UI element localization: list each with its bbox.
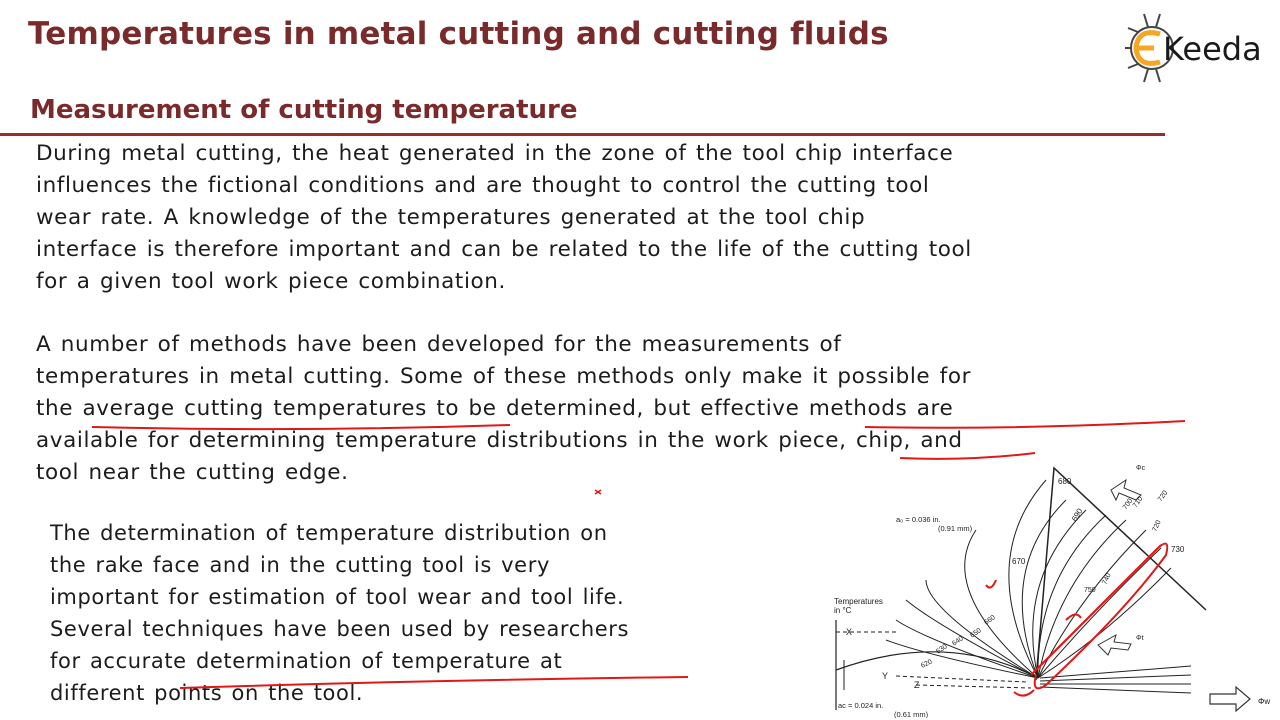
isotherm-label: 640 (951, 635, 965, 648)
axis-title: Temperatures (834, 597, 883, 606)
underline-average-temperatures (92, 425, 510, 429)
isotherm-label: 710 (1131, 495, 1145, 510)
ac-mm-label: (0.61 mm) (894, 710, 929, 718)
isotherm-label: 690 (1069, 506, 1085, 523)
isotherm-label: 750 (1084, 587, 1096, 594)
paragraph-1-line: wear rate. A knowledge of the temperatures generated at the tool chip (36, 205, 866, 230)
paragraph-2-line: available for determining temperature distributions in the work piece, chip, and (36, 428, 963, 453)
logo-wordmark: Keeda (1163, 30, 1262, 68)
tool-heat-arrow-icon (1098, 635, 1131, 655)
underline-effective-methods (865, 421, 1185, 428)
underline-work-piece (900, 453, 1035, 459)
feed-direction-arrow-icon (1208, 684, 1280, 714)
isotherm-label: 670 (1012, 557, 1026, 566)
isotherm-label: 700 (1121, 497, 1135, 512)
paragraph-2-line: temperatures in metal cutting. Some of these methods only make it possible for (36, 364, 972, 389)
ao-mm-label: (0.91 mm) (938, 524, 973, 533)
isotherm-label: 730 (1171, 545, 1185, 554)
paragraph-1-line: for a given tool work piece combination. (36, 269, 506, 294)
isotherm-label: 720 (1156, 489, 1170, 504)
z-dashed-line (916, 685, 1031, 688)
paragraph-3-line: the rake face and in the cutting tool is very (50, 553, 550, 577)
paragraph-3-line: The determination of temperature distribution on (50, 521, 608, 545)
isotherm-label: 680 (1058, 477, 1072, 486)
phi-w-label: Φw (1258, 697, 1271, 706)
paragraph-2-line: tool near the cutting edge. (36, 460, 349, 485)
paragraph-2-line: A number of methods have been developed for the measurements of (36, 332, 842, 357)
isotherm-label: 660 (983, 614, 997, 627)
paragraph-1-line: During metal cutting, the heat generated in the zone of the tool chip interface (36, 141, 954, 166)
point-z-label: Z (914, 680, 920, 690)
section-subtitle: Measurement of cutting temperature (30, 95, 578, 125)
phi-t-label: Φt (1136, 635, 1144, 642)
isotherm-label: 620 (919, 658, 934, 670)
ac-label: aᴄ = 0.024 in. (838, 701, 884, 710)
isotherm-label: 740 (1101, 572, 1113, 586)
isotherm-label: 650 (969, 627, 983, 640)
stray-mark (595, 490, 601, 494)
isotherm-label: 720 (1151, 519, 1163, 533)
paragraph-1-line: influences the fictional conditions and are thought to control the cutting tool (36, 173, 930, 198)
ao-label: a₀ = 0.036 in. (896, 515, 941, 524)
temperature-distribution-figure (826, 460, 1226, 718)
paragraph-3-line: for accurate determination of temperature at (50, 649, 563, 673)
paragraph-1-line: interface is therefore important and can be related to the life of the cutting tool (36, 237, 972, 262)
underline-accurate-determination (180, 677, 688, 688)
point-y-label: Y (882, 671, 889, 681)
paragraph-2-line: the average cutting temperatures to be determined, but effective methods are (36, 396, 954, 421)
axis-unit: in °C (834, 606, 852, 615)
point-x-label: X (846, 627, 853, 637)
slide-title: Temperatures in metal cutting and cutting fluids (28, 16, 889, 52)
chip-boundary (836, 652, 1038, 678)
paragraph-3-line: Several techniques have been used by researchers (50, 617, 630, 641)
paragraph-3-line: important for estimation of tool wear and tool life. (50, 585, 625, 609)
isotherm-label: 630 (935, 643, 949, 656)
paragraph-3-line: different points on the tool. (50, 681, 364, 705)
phi-c-label: Φc (1136, 465, 1146, 472)
